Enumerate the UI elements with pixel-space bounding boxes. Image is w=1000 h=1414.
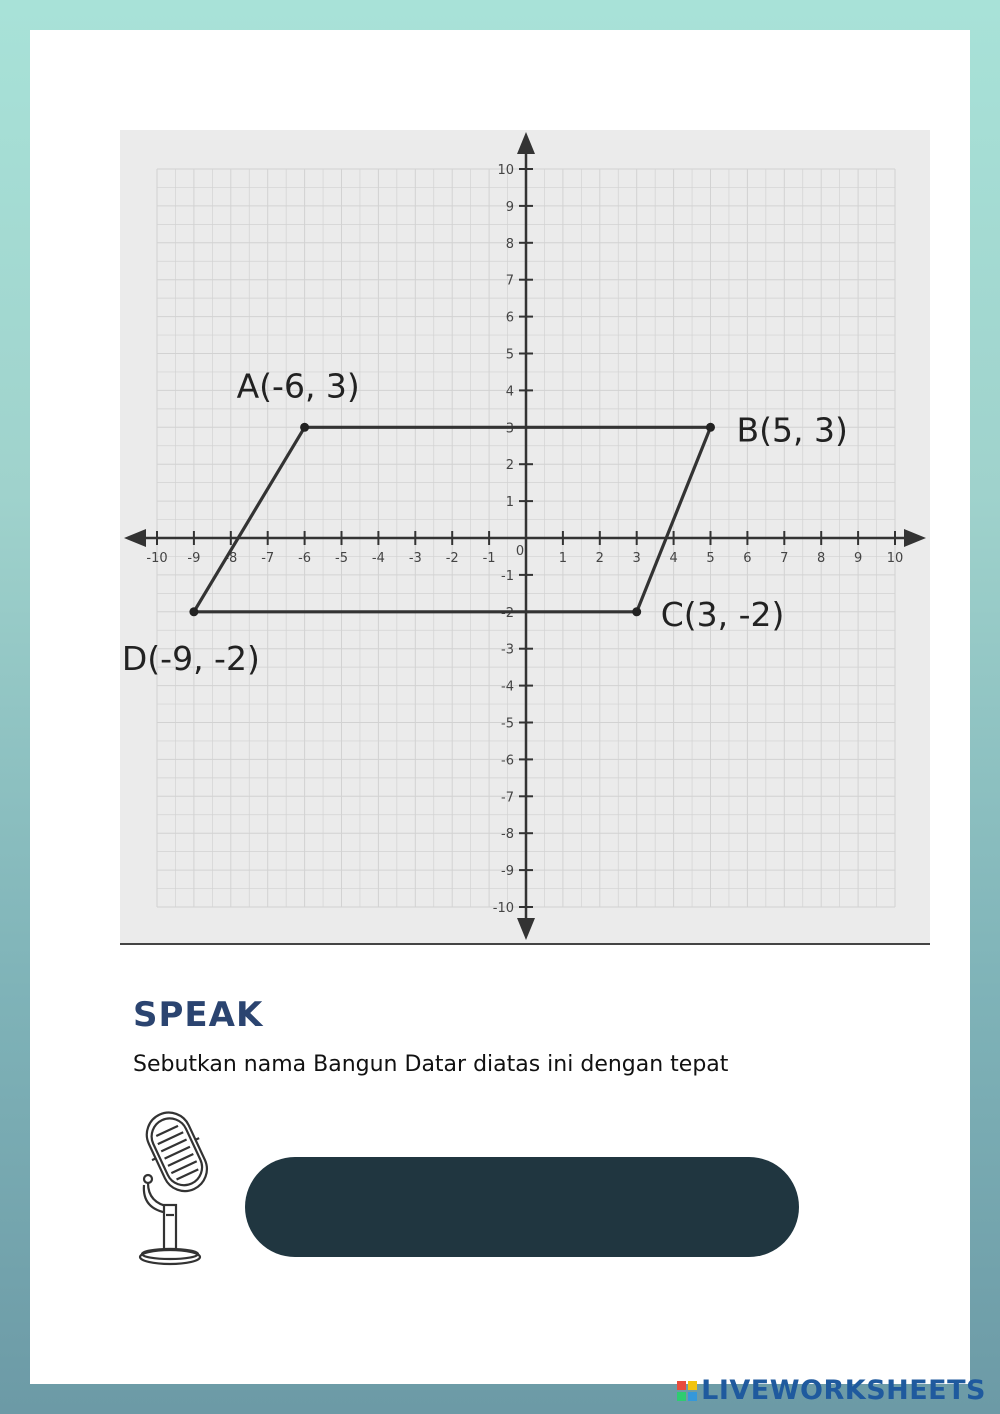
y-tick-label: 8 xyxy=(505,236,514,252)
answer-input-box[interactable] xyxy=(245,1157,799,1257)
x-tick-label: 10 xyxy=(886,551,904,566)
y-tick-label: -9 xyxy=(501,864,514,880)
point-d-label: D(-9, -2) xyxy=(121,638,260,678)
y-tick-label: 9 xyxy=(505,199,514,215)
x-tick-label: -10 xyxy=(146,551,168,566)
y-tick-label: -7 xyxy=(501,790,514,806)
worksheet-page xyxy=(30,30,970,1384)
y-axis-arrow-up xyxy=(517,132,535,154)
y-tick-label: 1 xyxy=(505,495,514,511)
x-tick-label: -3 xyxy=(408,551,422,566)
liveworksheets-logo-mark xyxy=(677,1381,697,1401)
x-tick-label: -1 xyxy=(482,551,496,566)
x-tick-label: 3 xyxy=(632,551,641,566)
x-tick-label: -7 xyxy=(261,551,275,566)
y-axis-arrow-down xyxy=(517,918,535,940)
y-tick-label: 2 xyxy=(505,458,514,474)
x-tick-label: 4 xyxy=(669,551,678,566)
y-tick-label: -3 xyxy=(501,642,514,658)
brand-text: LIVEWORKSHEETS xyxy=(701,1375,986,1406)
y-tick-label: -6 xyxy=(501,753,514,769)
x-tick-label: 5 xyxy=(706,551,715,566)
x-tick-label: 2 xyxy=(595,551,604,566)
x-tick-label: 8 xyxy=(817,551,826,566)
x-tick-label: 1 xyxy=(558,551,568,566)
y-tick-label: 6 xyxy=(505,310,514,326)
x-tick-label: 9 xyxy=(853,551,863,566)
x-tick-label: -4 xyxy=(371,551,385,566)
origin-label: 0 xyxy=(515,544,525,559)
y-tick-label: -1 xyxy=(501,568,514,584)
y-tick-label: -2 xyxy=(501,605,514,621)
point-c-marker xyxy=(632,607,641,616)
y-tick-label: -8 xyxy=(501,827,514,843)
x-axis-arrow-left xyxy=(124,529,146,547)
y-tick-label: -4 xyxy=(501,679,514,695)
point-d-marker xyxy=(189,607,198,616)
y-tick-label: -5 xyxy=(501,716,514,732)
coordinate-plane-svg xyxy=(120,130,930,943)
x-tick-label: 7 xyxy=(780,551,789,566)
y-tick-label: 5 xyxy=(505,347,514,363)
y-tick-label: 7 xyxy=(505,273,514,289)
point-a-marker xyxy=(300,423,309,432)
x-tick-label: -8 xyxy=(224,551,238,566)
x-tick-label: -9 xyxy=(187,551,201,566)
y-tick-label: 4 xyxy=(505,384,514,400)
speak-title: SPEAK xyxy=(133,995,264,1035)
microphone-icon xyxy=(128,1105,220,1281)
x-tick-label: -2 xyxy=(445,551,459,566)
instruction-text: Sebutkan nama Bangun Datar diatas ini dengan tepat xyxy=(133,1052,729,1077)
x-tick-label: -5 xyxy=(335,551,348,566)
point-c-label: C(3, -2) xyxy=(660,594,785,634)
point-a-label: A(-6, 3) xyxy=(236,366,360,406)
y-tick-label: -10 xyxy=(492,901,514,916)
x-axis-arrow-right xyxy=(904,529,926,547)
x-tick-label: -6 xyxy=(298,551,312,566)
x-tick-label: 6 xyxy=(743,551,752,566)
liveworksheets-logo xyxy=(677,1375,986,1406)
coordinate-plane xyxy=(120,130,930,945)
point-b-label: B(5, 3) xyxy=(736,410,848,450)
point-b-marker xyxy=(706,423,715,432)
y-tick-label: 3 xyxy=(505,421,514,437)
y-tick-label: 10 xyxy=(497,163,514,178)
